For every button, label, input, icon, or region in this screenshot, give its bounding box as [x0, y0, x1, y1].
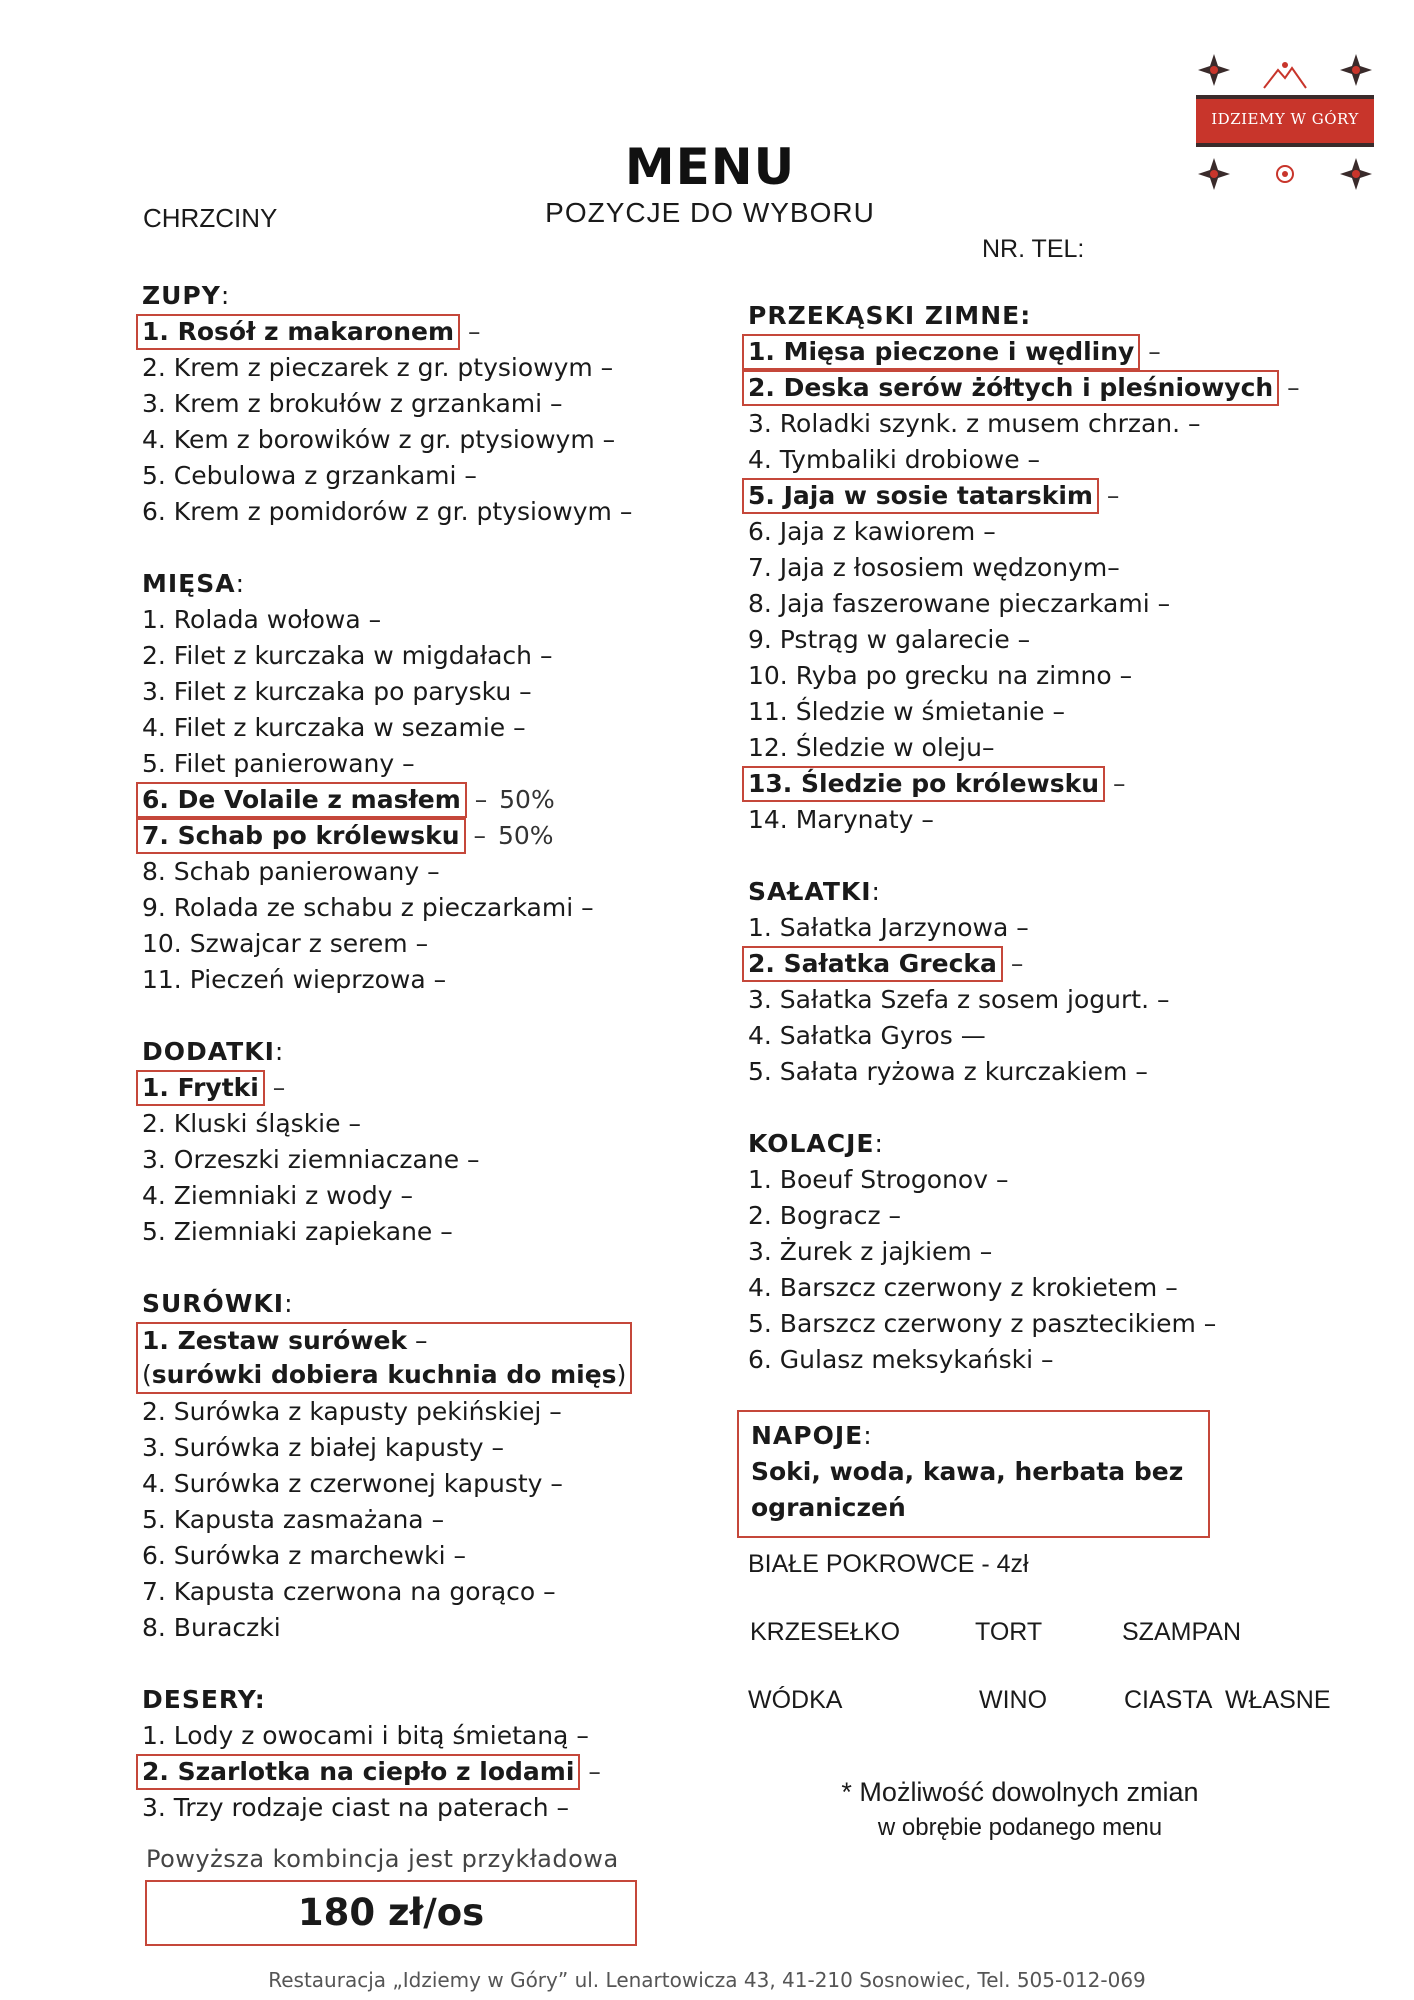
menu-item: 4. Surówka z czerwonej kapusty –: [142, 1469, 563, 1498]
section-title-surowki: SURÓWKI:: [142, 1289, 294, 1318]
extra-option: CIASTA WŁASNE: [1124, 1686, 1331, 1714]
menu-item: 4. Barszcz czerwony z krokietem –: [748, 1273, 1178, 1302]
phone-label: NR. TEL:: [982, 235, 1085, 263]
menu-item: 9. Rolada ze schabu z pieczarkami –: [142, 893, 594, 922]
menu-item: 7. Jaja z łososiem wędzonym–: [748, 553, 1120, 582]
menu-item: 1. Zestaw surówek –: [142, 1326, 428, 1355]
changes-note-line: * Możliwość dowolnych zmian: [841, 1777, 1199, 1807]
selected-highlight: 2. Deska serów żółtych i pleśniowych: [742, 370, 1279, 406]
extra-option: WINO: [979, 1686, 1048, 1714]
portion-percent: 50%: [497, 821, 554, 850]
menu-item: 5. Sałata ryżowa z kurczakiem –: [748, 1057, 1148, 1086]
occasion-label: CHRZCINY: [143, 203, 278, 233]
selected-highlight: 13. Śledzie po królewsku: [742, 766, 1105, 802]
combination-note: Powyższa kombincja jest przykładowa: [146, 1845, 619, 1873]
selected-highlight: 2. Sałatka Grecka: [742, 946, 1003, 982]
menu-item: 1. Rolada wołowa –: [142, 605, 382, 634]
left-column: [142, 278, 722, 1826]
menu-item: 6. Gulasz meksykański –: [748, 1345, 1054, 1374]
menu-item: 3. Trzy rodzaje ciast na paterach –: [142, 1793, 570, 1822]
logo-text: IDZIEMY W GÓRY: [1211, 110, 1359, 128]
menu-item: 5. Ziemniaki zapiekane –: [142, 1217, 453, 1246]
ornament-top-left-icon: [1196, 52, 1232, 88]
selected-highlight: 2. Szarlotka na ciepło z lodami: [136, 1754, 580, 1790]
ornament-bottom-right-icon: [1338, 156, 1374, 192]
section-title-kolacje: KOLACJE:: [748, 1129, 884, 1158]
chair-covers-label: BIAŁE POKROWCE - 4zł: [748, 1550, 1029, 1578]
footer-address: Restauracja „Idziemy w Góry” ul. Lenartowicza 43, 41-210 Sosnowiec, Tel. 505-012-069: [268, 1968, 1146, 1992]
menu-item: 9. Pstrąg w galarecie –: [748, 625, 1031, 654]
mountain-icon: [1262, 60, 1308, 90]
extra-option: SZAMPAN: [1122, 1618, 1241, 1646]
menu-item: 4. Sałatka Gyros —: [748, 1021, 986, 1050]
menu-item: 2. Szarlotka na ciepło z lodami –: [142, 1754, 722, 1790]
menu-item: 10. Ryba po grecku na zimno –: [748, 661, 1133, 690]
menu-item: 3. Żurek z jajkiem –: [748, 1237, 993, 1266]
menu-item: 2. Filet z kurczaka w migdałach –: [142, 641, 553, 670]
menu-item: 1. Boeuf Strogonov –: [748, 1165, 1009, 1194]
extra-option: KRZESEŁKO: [750, 1618, 901, 1646]
menu-item: 3. Krem z brokułów z grzankami –: [142, 389, 563, 418]
menu-item: 8. Schab panierowany –: [142, 857, 440, 886]
drinks-line: Soki, woda, kawa, herbata bez: [751, 1457, 1184, 1486]
extra-option: TORT: [975, 1618, 1043, 1646]
menu-item: 5. Filet panierowany –: [142, 749, 415, 778]
menu-item: 3. Roladki szynk. z musem chrzan. –: [748, 409, 1201, 438]
menu-item: 4. Kem z borowików z gr. ptysiowym –: [142, 425, 616, 454]
menu-item: 13. Śledzie po królewsku –: [748, 766, 1348, 802]
section-title-przekaski: PRZEKĄSKI ZIMNE:: [748, 301, 1032, 330]
menu-item: 6. Krem z pomidorów z gr. ptysiowym –: [142, 497, 633, 526]
logo-band: [1196, 95, 1374, 147]
menu-item: 1. Frytki –: [142, 1070, 722, 1106]
menu-item: 6. De Volaile z masłem – 50%: [142, 782, 722, 818]
restaurant-logo: [1196, 52, 1374, 194]
section-title-desery: DESERY:: [142, 1685, 266, 1714]
menu-item: 7. Kapusta czerwona na gorąco –: [142, 1577, 556, 1606]
menu-item: 8. Jaja faszerowane pieczarkami –: [748, 589, 1171, 618]
right-column: [748, 298, 1348, 1378]
extra-option: WÓDKA: [748, 1686, 843, 1714]
selected-highlight: 1. Frytki: [136, 1070, 265, 1106]
menu-item: 8. Buraczki: [142, 1613, 281, 1642]
menu-item: 2. Bogracz –: [748, 1201, 902, 1230]
menu-item: 5. Kapusta zasmażana –: [142, 1505, 445, 1534]
menu-item: 5. Barszcz czerwony z pasztecikiem –: [748, 1309, 1217, 1338]
menu-item: 1. Mięsa pieczone i wędliny –: [748, 334, 1348, 370]
section-title-zupy: ZUPY:: [142, 281, 231, 310]
menu-item: 2. Kluski śląskie –: [142, 1109, 361, 1138]
menu-item: 5. Jaja w sosie tatarskim –: [748, 478, 1348, 514]
section-title-napoje: NAPOJE:: [751, 1421, 873, 1450]
menu-item: 3. Filet z kurczaka po parysku –: [142, 677, 532, 706]
menu-item: 11. Pieczeń wieprzowa –: [142, 965, 447, 994]
section-title-dodatki: DODATKI:: [142, 1037, 285, 1066]
drinks-line: ograniczeń: [751, 1493, 906, 1522]
menu-item: 2. Krem z pieczarek z gr. ptysiowym –: [142, 353, 614, 382]
menu-item: 3. Sałatka Szefa z sosem jogurt. –: [748, 985, 1170, 1014]
menu-item: 10. Szwajcar z serem –: [142, 929, 429, 958]
menu-item: 4. Tymbaliki drobiowe –: [748, 445, 1041, 474]
menu-item-note: (surówki dobiera kuchnia do mięs): [142, 1360, 627, 1389]
selected-highlight: 7. Schab po królewsku: [136, 818, 466, 854]
menu-item: 1. Sałatka Jarzynowa –: [748, 913, 1029, 942]
drinks-box: [737, 1410, 1210, 1538]
section-title-miesa: MIĘSA:: [142, 569, 246, 598]
ornament-bottom-left-icon: [1196, 156, 1232, 192]
menu-item: 2. Surówka z kapusty pekińskiej –: [142, 1397, 562, 1426]
menu-item: 12. Śledzie w oleju–: [748, 733, 995, 762]
menu-item: 6. Surówka z marchewki –: [142, 1541, 467, 1570]
menu-title: MENU: [624, 138, 796, 196]
menu-item: 14. Marynaty –: [748, 805, 934, 834]
menu-item: 2. Sałatka Grecka –: [748, 946, 1348, 982]
menu-item: 6. Jaja z kawiorem –: [748, 517, 996, 546]
menu-item: 7. Schab po królewsku – 50%: [142, 818, 722, 854]
portion-percent: 50%: [499, 785, 555, 814]
selected-highlight: 1. Rosół z makaronem: [136, 314, 460, 350]
menu-item: 2. Deska serów żółtych i pleśniowych –: [748, 370, 1348, 406]
menu-item: 1. Rosół z makaronem –: [142, 314, 722, 350]
menu-item: 1. Lody z owocami i bitą śmietaną –: [142, 1721, 589, 1750]
changes-note-line: w obrębie podanego menu: [877, 1814, 1163, 1841]
selected-highlight: 5. Jaja w sosie tatarskim: [742, 478, 1099, 514]
selected-highlight: 6. De Volaile z masłem: [136, 782, 467, 818]
menu-item: 5. Cebulowa z grzankami –: [142, 461, 477, 490]
menu-item: 3. Orzeszki ziemniaczane –: [142, 1145, 480, 1174]
menu-item: 4. Ziemniaki z wody –: [142, 1181, 414, 1210]
menu-subtitle: POZYCJE DO WYBORU: [545, 197, 875, 228]
ornament-top-right-icon: [1338, 52, 1374, 88]
selected-highlight: 1. Mięsa pieczone i wędliny: [742, 334, 1140, 370]
changes-note: [800, 1773, 1240, 1845]
price-box: 180 zł/os: [145, 1880, 637, 1946]
menu-item: 3. Surówka z białej kapusty –: [142, 1433, 505, 1462]
menu-item: 11. Śledzie w śmietanie –: [748, 697, 1066, 726]
menu-item: 4. Filet z kurczaka w sezamie –: [142, 713, 526, 742]
section-title-salatki: SAŁATKI:: [748, 877, 881, 906]
selected-highlight: [136, 1322, 632, 1394]
ornament-bottom-center-icon: [1273, 162, 1297, 186]
